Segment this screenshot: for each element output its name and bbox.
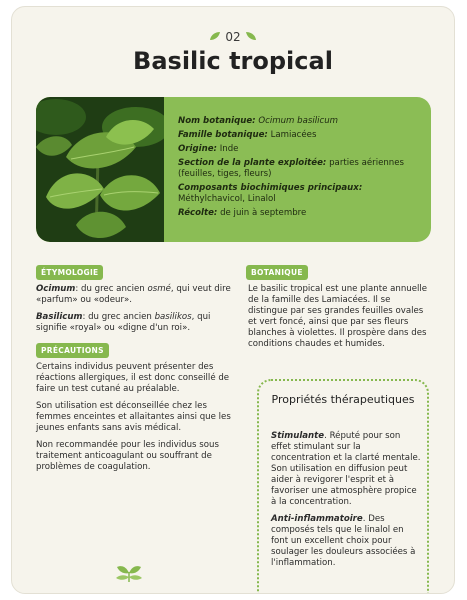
etymology-basilicum: Basilicum: du grec ancien basilikos, qui signifie «royal» ou «digne d'un roi». — [36, 312, 211, 333]
plant-info — [178, 116, 428, 222]
property-stimulant: Stimulante. Réputé pour son effet stimulant sur la concentration et la clarté mentale. Son utilisation en diffusion peut aider à revigorer l'esprit et à favoriser une atmosphère propice à la concentration. — [271, 431, 421, 507]
card-number-row — [12, 29, 454, 44]
botany-description: Le basilic tropical est une plante annuelle de la famille des Lamiacées. Il se distingue par ses grandes feuilles ovales et vert foncé, ainsi que par ses fleurs blanches à violettes. Il prospère dans des conditions chaudes et humides. — [248, 284, 428, 349]
etymology-text — [36, 284, 232, 340]
page-title: Basilic tropical — [133, 47, 333, 75]
precautions-text — [36, 362, 232, 479]
properties-box — [257, 379, 429, 594]
properties-title: Propriétés thérapeutiques — [271, 393, 415, 406]
precaution-pregnancy: Son utilisation est déconseillée chez les femmes enceintes et allaitantes ainsi que les jeunes enfants sans avis médical. — [36, 401, 231, 433]
origin-value: Inde — [219, 144, 239, 154]
harvest-line: Récolte: de juin à septembre — [178, 208, 307, 218]
botany-tag: BOTANIQUE — [246, 265, 308, 280]
botany-text — [248, 284, 432, 356]
origin-line: Origine: Inde — [178, 144, 239, 154]
harvest-value: de juin à septembre — [220, 208, 307, 218]
compounds-line: Composants biochimiques principaux: Méthylchavicol, Linalol — [178, 183, 363, 204]
properties-body — [271, 431, 421, 575]
precaution-anticoagulant: Non recommandée pour les individus sous traitement anticoagulant ou souffrant de problèmes de coagulation. — [36, 440, 219, 472]
part-value: parties aériennes (feuilles, tiges, fleurs) — [178, 158, 405, 179]
part-line: Section de la plante exploitée: parties aériennes (feuilles, tiges, fleurs) — [178, 158, 405, 179]
hero-panel — [36, 97, 431, 242]
basil-photo — [36, 97, 164, 242]
property-anti-inflammatory: Anti-inflammatoire. Des composés tels que le linalol en font un excellent choix pour soulager les douleurs associées à l'inflammation. — [271, 514, 416, 568]
precaution-allergy: Certains individus peuvent présenter des réactions allergiques, il est donc conseillé de faire un test cutané au préalable. — [36, 362, 230, 394]
botanical-name-line: Nom botanique: Ocimum basilicum — [178, 116, 339, 126]
etymology-tag: ÉTYMOLOGIE — [36, 265, 103, 280]
family-line: Famille botanique: Lamiacées — [178, 130, 317, 140]
leaf-left-icon — [209, 30, 221, 44]
precautions-tag: PRÉCAUTIONS — [36, 343, 109, 358]
botanical-name-value: Ocimum basilicum — [258, 116, 339, 126]
compounds-value: Méthylchavicol, Linalol — [178, 194, 276, 204]
family-value: Lamiacées — [270, 130, 317, 140]
leaf-right-icon — [245, 30, 257, 44]
sprout-icon — [114, 563, 144, 587]
etymology-ocimum: Ocimum: du grec ancien osmé, qui veut dire «parfum» ou «odeur». — [36, 284, 231, 305]
plant-card — [11, 6, 455, 594]
card-number: 02 — [225, 29, 241, 44]
